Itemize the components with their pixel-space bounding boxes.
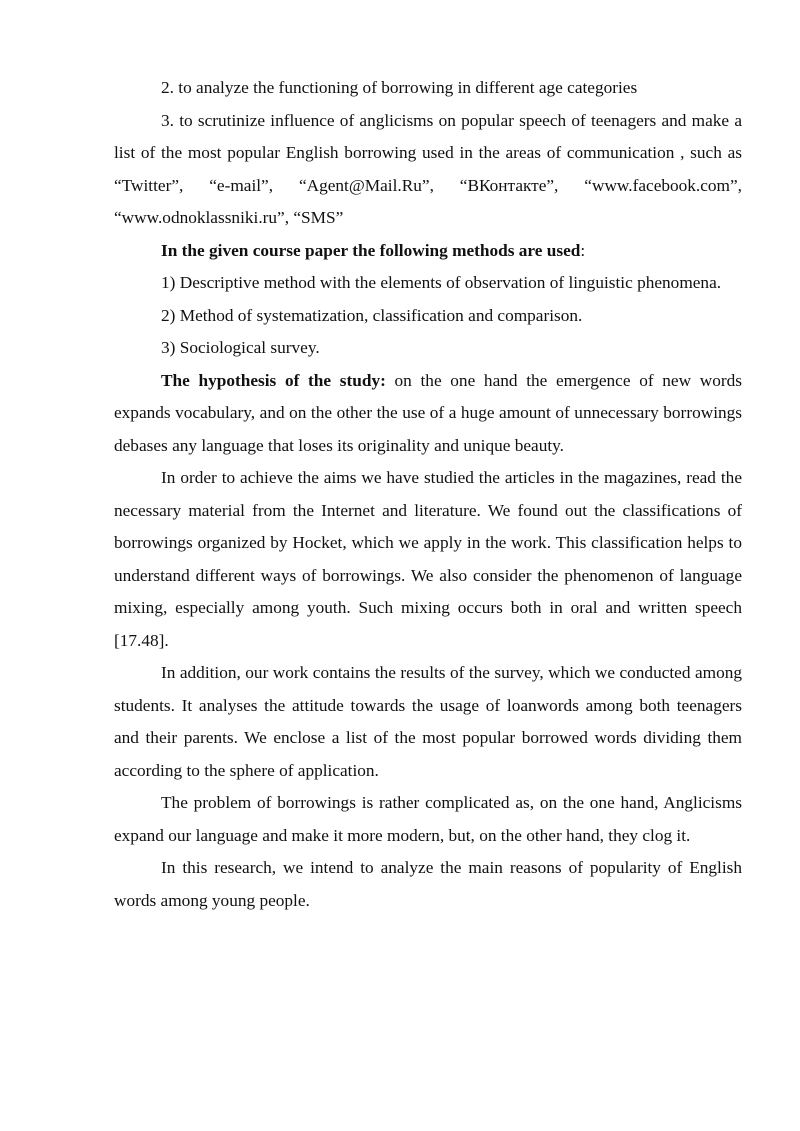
method-item-2: 2) Method of systematization, classification and comparison. bbox=[161, 305, 583, 325]
method-item-3: 3) Sociological survey. bbox=[161, 338, 320, 357]
problem-paragraph: The problem of borrowings is rather complicated as, on the one hand, Anglicisms expand our language and make it more modern, but, on the other hand, they clog it. bbox=[114, 793, 742, 845]
objective-item-2: 2. to analyze the functioning of borrowing in different age categories bbox=[161, 78, 638, 97]
methods-heading bbox=[114, 235, 742, 268]
research-paragraph: In this research, we intend to analyze the main reasons of popularity of English words among young people. bbox=[114, 858, 742, 910]
hypothesis-paragraph bbox=[114, 365, 742, 463]
document-page bbox=[114, 72, 742, 917]
aims-paragraph: In order to achieve the aims we have studied the articles in the magazines, read the necessary material from the Internet and literature. We found out the classifications of borrowings organized by Hocket, which we apply in the work. This classification helps to understand different ways of borrowings. We also consider the phenomenon of language mixing, especially among youth. Such mixing occurs both in oral and written speech [17.48]. bbox=[114, 468, 742, 650]
objective-item-3: 3. to scrutinize influence of anglicisms on popular speech of teenagers and make a list of the most popular English borrowing used in the areas of communication , such as “Twitter”, “e-mail”, “Agent@Mail.Ru”, “ВКонтакте”, “www.facebook.com”, “www.odnoklassniki.ru”, “SMS” bbox=[114, 110, 742, 227]
hypothesis-label: The hypothesis of the study: bbox=[161, 370, 386, 390]
hypothesis-text: on the one hand the emergence of new words expands vocabulary, and on the other the use of a huge amount of unnecessary borrowings debases any language that loses its originality and unique beauty. bbox=[114, 370, 742, 455]
survey-paragraph: In addition, our work contains the results of the survey, which we conducted among students. It analyses the attitude towards the usage of loanwords among both teenagers and their parents. We enclose a list of the most popular borrowed words dividing them according to the sphere of application. bbox=[114, 663, 742, 780]
method-item-1: 1) Descriptive method with the elements of observation of linguistic phenomena. bbox=[161, 273, 722, 292]
methods-heading-colon: : bbox=[580, 240, 586, 260]
methods-heading-bold: In the given course paper the following methods are used bbox=[161, 240, 581, 260]
